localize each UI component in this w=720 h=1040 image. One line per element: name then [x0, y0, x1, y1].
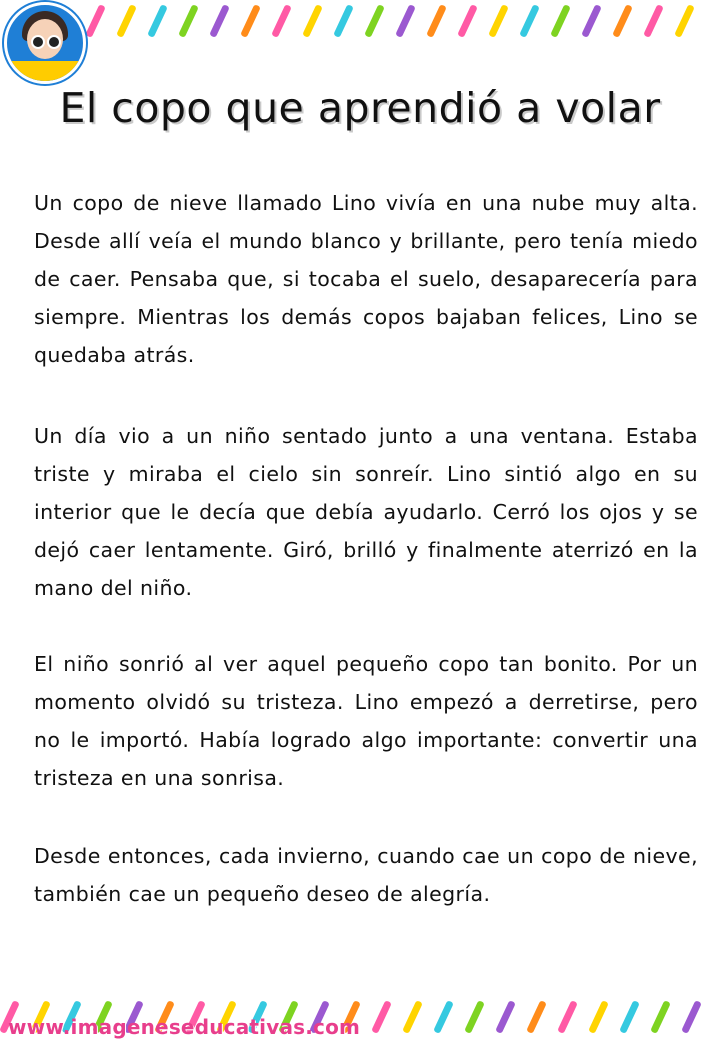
stripe-decoration — [178, 4, 199, 38]
stripe-decoration — [371, 1000, 392, 1034]
stripe-decoration — [674, 4, 695, 38]
stripe-decoration — [650, 1000, 671, 1034]
stripe-decoration — [581, 4, 602, 38]
stripe-decoration — [433, 1000, 454, 1034]
stripe-decoration — [85, 4, 106, 38]
stripe-decoration — [681, 1000, 702, 1034]
stripe-decoration — [643, 4, 664, 38]
stripe-decoration — [240, 4, 261, 38]
stripe-decoration — [402, 1000, 423, 1034]
stripe-decoration — [526, 1000, 547, 1034]
story-paragraph-1: Un copo de nieve llamado Lino vivía en una nube muy alta. Desde allí veía el mundo blanco y brillante, pero tenía miedo de caer. Pensaba que, si tocaba el suelo, desaparecería para siempre. Mientras los demás copos bajaban felices, Lino se quedaba atrás. — [34, 191, 698, 367]
story-paragraph-3: El niño sonrió al ver aquel pequeño copo tan bonito. Por un momento olvidó su tristeza. Lino empezó a derretirse, pero no le importó. Había logrado algo importante: convertir una tristeza en una sonrisa. — [34, 652, 698, 790]
story-paragraph-2: Un día vio a un niño sentado junto a una ventana. Estaba triste y miraba el cielo sin sonreír. Lino sintió algo en su interior que le decía que debía ayudarlo. Cerró los ojos y se dejó caer lentamente. Giró, brilló y finalmente aterrizó en la mano del niño. — [34, 424, 698, 600]
stripe-decoration — [519, 4, 540, 38]
stripe-decoration — [302, 4, 323, 38]
stripe-decoration — [333, 4, 354, 38]
stripe-decoration — [495, 1000, 516, 1034]
stripe-decoration — [612, 4, 633, 38]
story-title: El copo que aprendió a volar — [59, 84, 661, 132]
stripe-decoration — [209, 4, 230, 38]
stripe-decoration — [457, 4, 478, 38]
stripe-decoration — [619, 1000, 640, 1034]
stripe-decoration — [116, 4, 137, 38]
stripe-decoration — [364, 4, 385, 38]
stripe-decoration — [464, 1000, 485, 1034]
imagenes-educativas-logo-icon — [4, 2, 86, 84]
stripe-decoration — [271, 4, 292, 38]
stripe-decoration — [557, 1000, 578, 1034]
stripe-decoration — [550, 4, 571, 38]
stripe-decoration — [588, 1000, 609, 1034]
stripe-decoration — [147, 4, 168, 38]
stripe-decoration — [488, 4, 509, 38]
stripe-decoration — [426, 4, 447, 38]
top-stripe-border — [0, 0, 720, 44]
stripe-decoration — [395, 4, 416, 38]
footer-website-link[interactable]: www.imageneseducativas.com — [8, 1015, 361, 1039]
story-paragraph-4: Desde entonces, cada invierno, cuando cae un copo de nieve, también cae un pequeño deseo de alegría. — [34, 844, 698, 906]
